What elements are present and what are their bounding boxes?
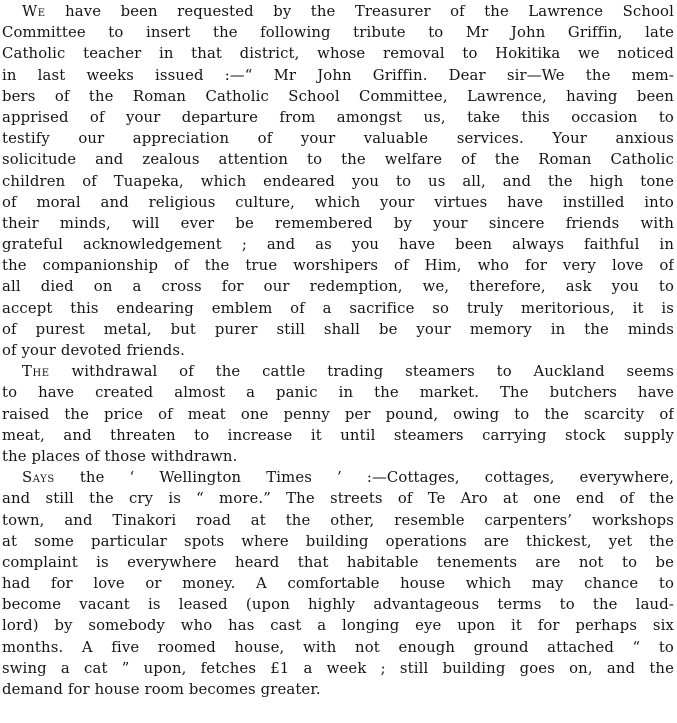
text-line bbox=[2, 1, 674, 22]
text-line: of moral and religious culture, which your virtues have instilled into bbox=[2, 193, 674, 211]
text-line: their minds, will ever be remembered by your sincere friends with bbox=[2, 214, 674, 232]
text-line: testify our appreciation of your valuable services. Your anxious bbox=[2, 130, 674, 148]
text-line: of purest metal, but purer still shall be your memory in the minds bbox=[2, 320, 674, 338]
text-line: solicitude and zealous attention to the welfare of the Roman Catholic bbox=[2, 151, 674, 169]
text-line: complaint is everywhere heard that habitable tenements are not to be bbox=[2, 553, 674, 571]
text-line: raised the price of meat one penny per pound, owing to the scarcity of bbox=[2, 405, 674, 423]
text-line: demand for house room becomes greater. bbox=[2, 681, 321, 698]
text-line: the places of those withdrawn. bbox=[2, 447, 238, 465]
paragraph-lead-word: The bbox=[22, 363, 50, 381]
text-line: children of Tuapeka, which endeared you to us all, and the high tone bbox=[2, 172, 674, 190]
text-line: Committee to insert the following tribute to Mr John Griffin, late bbox=[2, 24, 674, 42]
text-line: become vacant is leased (upon highly advantageous terms to the laud- bbox=[2, 596, 674, 614]
text-line: meat, and threaten to increase it until steamers carrying stock supply bbox=[2, 426, 674, 444]
text-line: accept this endearing emblem of a sacrifice so truly meritorious, it is bbox=[2, 299, 674, 317]
paragraph-lead-word: Says bbox=[22, 469, 55, 487]
text-line: all died on a cross for our redemption, we, therefore, ask you to bbox=[2, 278, 674, 296]
text-line bbox=[2, 361, 674, 382]
text-line-rest: the ‘ Wellington Times ’ :—Cottages, cottages, everywhere, bbox=[54, 469, 674, 487]
paragraph-lead-word: We bbox=[22, 3, 46, 20]
paragraph-wellington-cottages bbox=[2, 467, 674, 700]
text-line: at some particular spots where building operations are thickest, yet the bbox=[2, 532, 674, 550]
text-line: Catholic teacher in that district, whose removal to Hokitika we noticed bbox=[2, 45, 674, 63]
text-line: the companionship of the true worshipers of Him, who for very love of bbox=[2, 257, 674, 275]
text-line: town, and Tinakori road at the other, resemble carpenters’ workshops bbox=[2, 511, 674, 529]
paragraph-griffin-tribute bbox=[2, 1, 674, 361]
text-line bbox=[2, 467, 674, 488]
text-line: to have created almost a panic in the market. The butchers have bbox=[2, 384, 674, 402]
text-line: of your devoted friends. bbox=[2, 342, 185, 359]
paragraph-cattle-steamers bbox=[2, 361, 674, 467]
text-line: bers of the Roman Catholic School Committee, Lawrence, having been bbox=[2, 87, 674, 105]
text-line: lord) by somebody who has cast a longing eye upon it for perhaps six bbox=[2, 617, 674, 635]
text-line: months. A five roomed house, with not enough ground attached “ to bbox=[2, 638, 674, 656]
text-line: had for love or money. A comfortable house which may chance to bbox=[2, 575, 674, 593]
text-line: and still the cry is “ more.” The streets of Te Aro at one end of the bbox=[2, 490, 674, 508]
text-line-rest: have been requested by the Treasurer of the Lawrence School bbox=[45, 3, 674, 20]
text-line-rest: withdrawal of the cattle trading steamers to Auckland seems bbox=[49, 363, 674, 381]
text-line: in last weeks issued :—“ Mr John Griffin. Dear sir—We the mem- bbox=[2, 66, 674, 84]
text-line: apprised of your departure from amongst us, take this occasion to bbox=[2, 108, 674, 126]
text-line: swing a cat ” upon, fetches £1 a week ; still building goes on, and the bbox=[2, 659, 674, 677]
text-line: grateful acknowledgement ; and as you have been always faithful in bbox=[2, 236, 674, 254]
